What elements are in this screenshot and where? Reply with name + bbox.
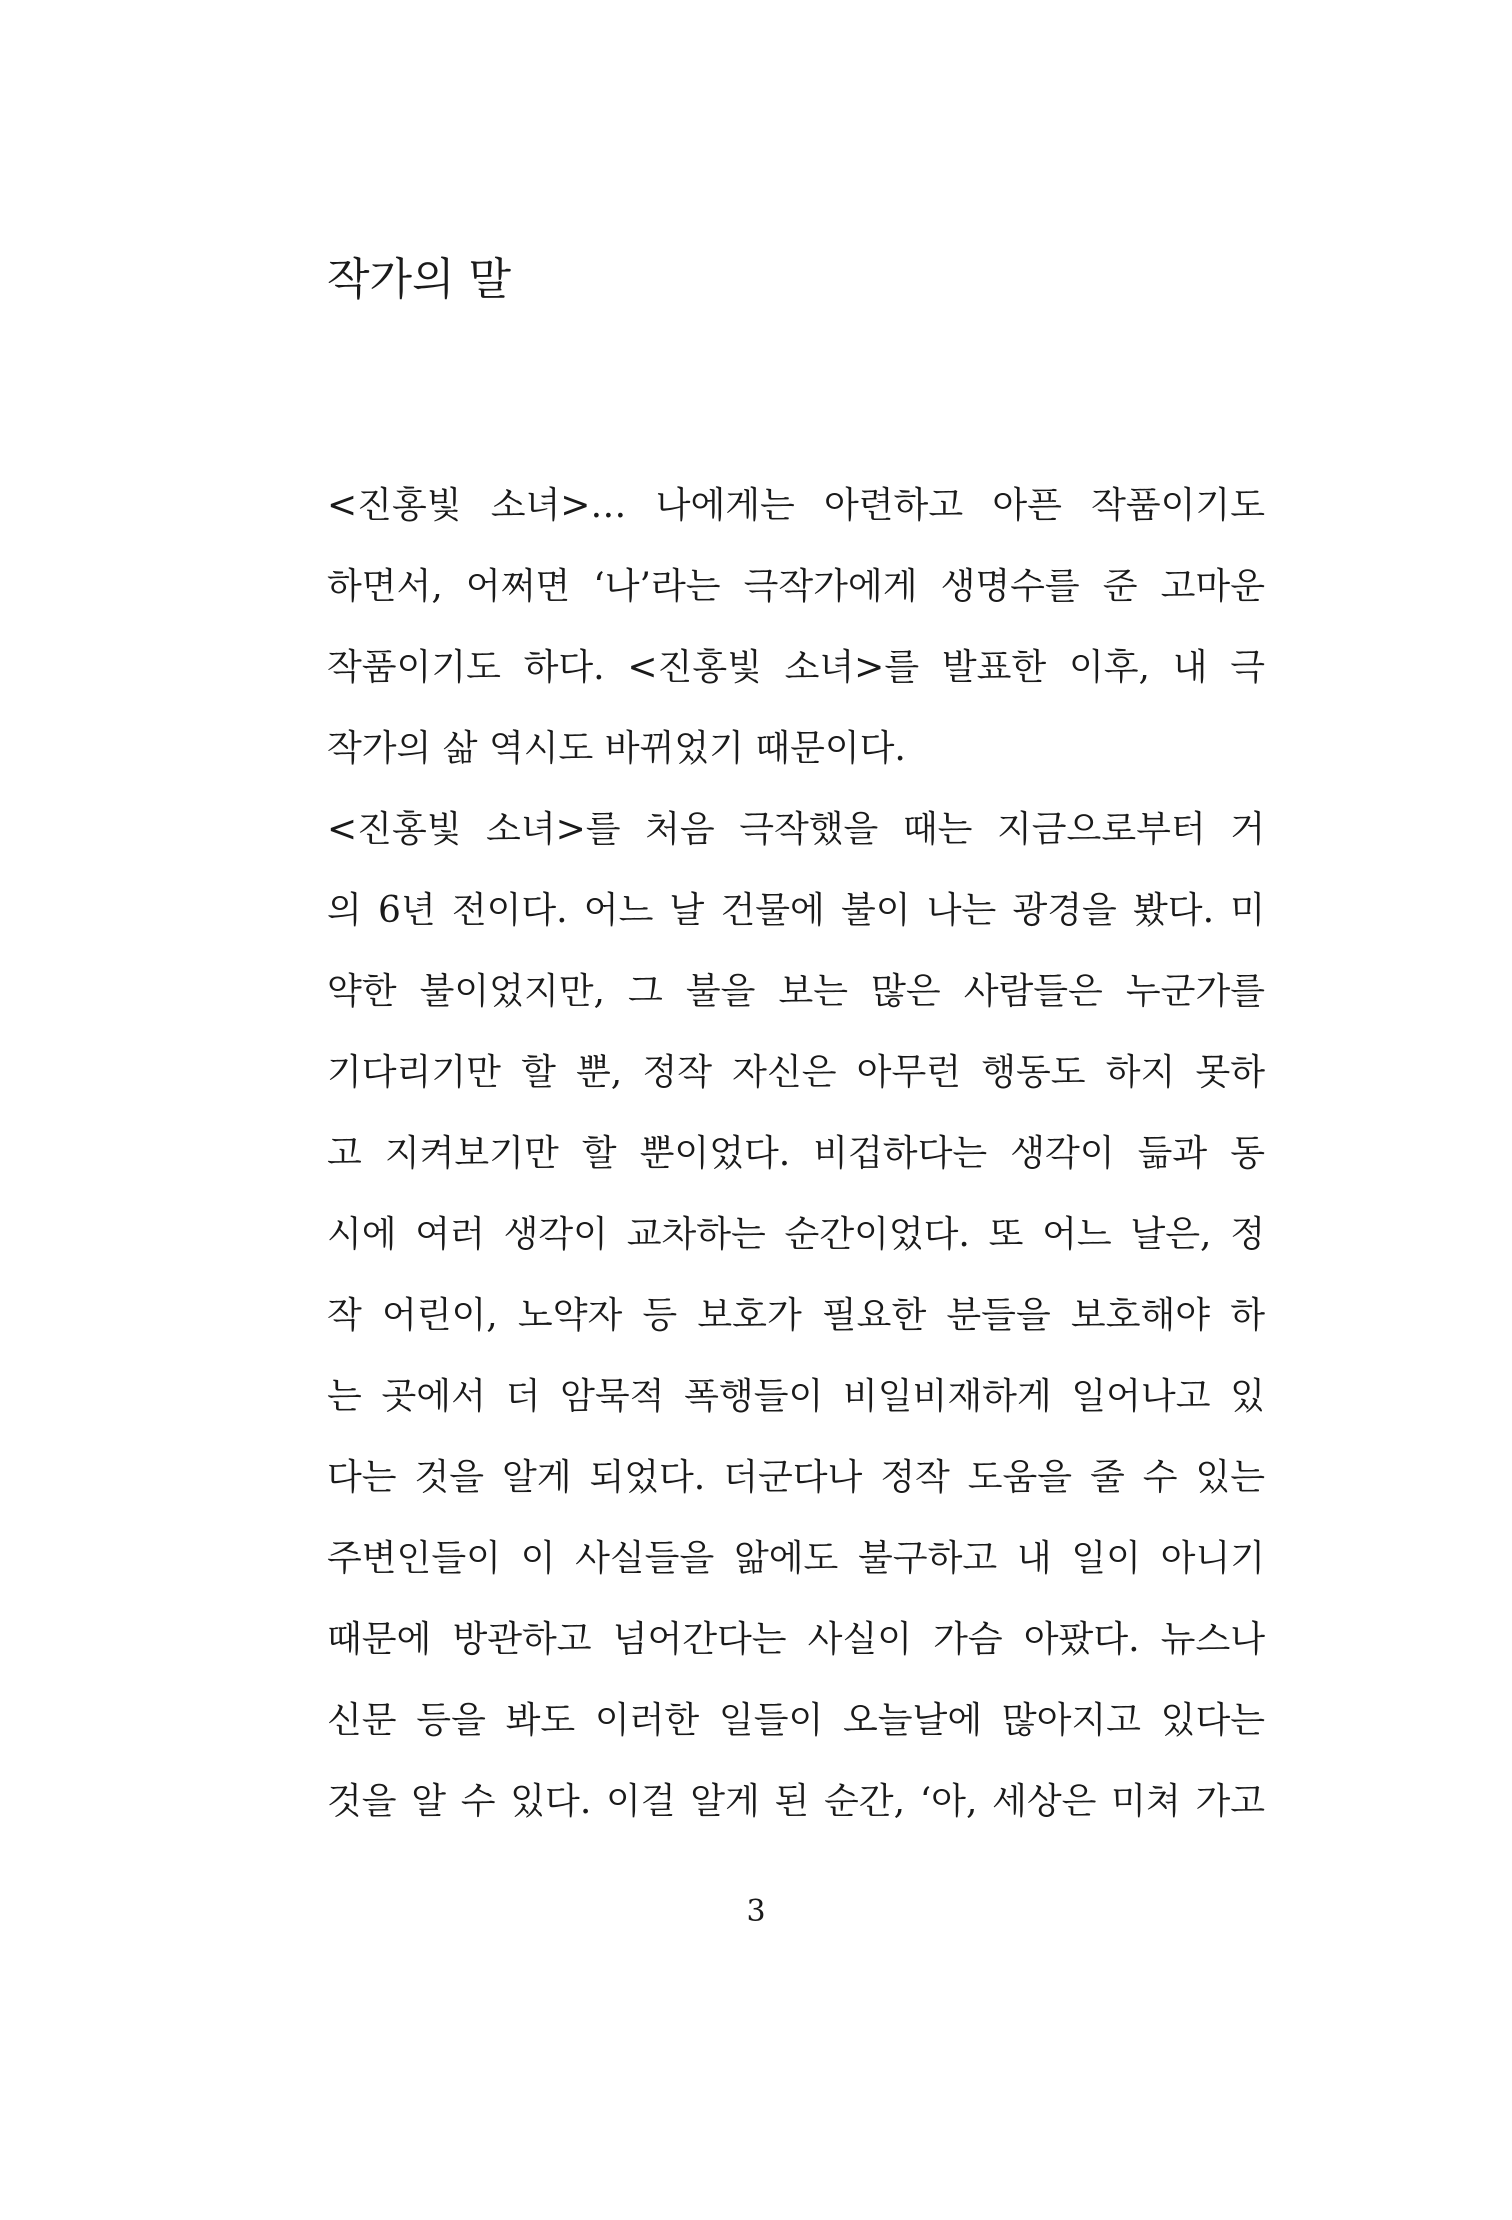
body-text (327, 475, 1265, 1852)
text-line: 신문 등을 봐도 이러한 일들이 오늘날에 많아지고 있다는 (327, 1700, 1265, 1741)
page-title: 작가의 말 (327, 254, 512, 305)
text-line: 의 6년 전이다. 어느 날 건물에 불이 나는 광경을 봤다. 미 (327, 890, 1265, 931)
text-line: 작 어린이, 노약자 등 보호가 필요한 분들을 보호해야 하 (327, 1295, 1265, 1336)
text-line: 작품이기도 하다. <진홍빛 소녀>를 발표한 이후, 내 극 (327, 647, 1265, 688)
text-line: 다는 것을 알게 되었다. 더군다나 정작 도움을 줄 수 있는 (327, 1457, 1265, 1498)
text-line: 약한 불이었지만, 그 불을 보는 많은 사람들은 누군가를 (327, 971, 1265, 1012)
text-line: <진홍빛 소녀>를 처음 극작했을 때는 지금으로부터 거 (327, 809, 1265, 850)
text-line: 기다리기만 할 뿐, 정작 자신은 아무런 행동도 하지 못하 (327, 1052, 1265, 1093)
text-line: <진홍빛 소녀>… 나에게는 아련하고 아픈 작품이기도 (327, 485, 1265, 526)
text-line: 작가의 삶 역시도 바뀌었기 때문이다. (327, 728, 906, 769)
text-line: 하면서, 어쩌면 ‘나’라는 극작가에게 생명수를 준 고마운 (327, 566, 1265, 607)
text-line: 는 곳에서 더 암묵적 폭행들이 비일비재하게 일어나고 있 (327, 1376, 1265, 1417)
text-line: 주변인들이 이 사실들을 앎에도 불구하고 내 일이 아니기 (327, 1538, 1265, 1579)
text-line: 시에 여러 생각이 교차하는 순간이었다. 또 어느 날은, 정 (327, 1214, 1265, 1255)
text-line: 것을 알 수 있다. 이걸 알게 된 순간, ‘아, 세상은 미쳐 가고 (327, 1781, 1265, 1822)
text-line: 때문에 방관하고 넘어간다는 사실이 가슴 아팠다. 뉴스나 (327, 1619, 1265, 1660)
page-number: 3 (746, 1894, 766, 1929)
text-line: 고 지켜보기만 할 뿐이었다. 비겁하다는 생각이 듦과 동 (327, 1133, 1265, 1174)
